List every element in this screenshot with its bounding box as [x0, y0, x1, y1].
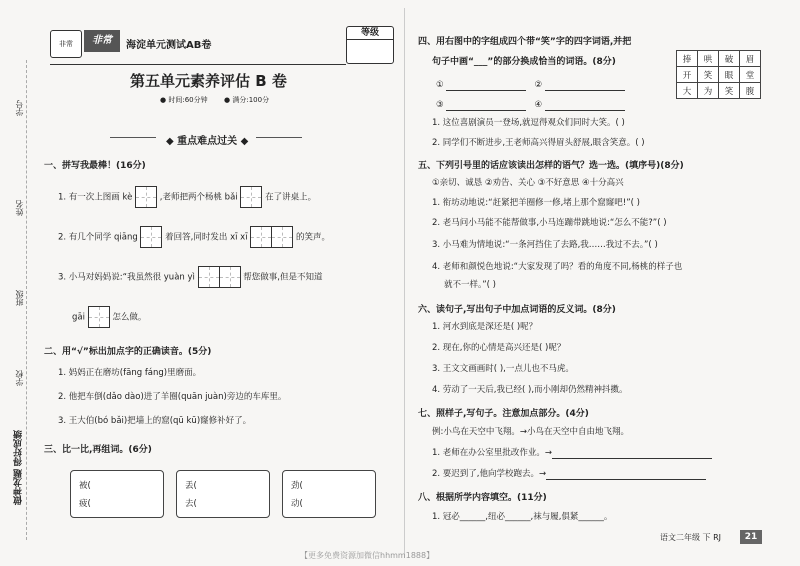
- answer-blank[interactable]: [446, 90, 526, 91]
- q4-title: 四、用右图中的字组成四个带“笑”字的四字词语,并把: [418, 37, 632, 47]
- q4-s1: 1. 这位喜剧演员一登场,就逗得观众们同时大笑。( ): [432, 118, 625, 128]
- grid-cell: 捧: [677, 51, 698, 67]
- logo: [50, 30, 82, 58]
- q1-line1: [58, 186, 316, 208]
- q1-l1b: ,老师把两个杨桃 bǎi: [159, 192, 238, 203]
- slogan: 做神龙题 得好成绩: [14, 430, 24, 506]
- compare-word: 劲(: [291, 481, 303, 491]
- q4-blank-row2: [436, 100, 625, 111]
- q1-line2: [58, 226, 330, 248]
- blank-num: ①: [436, 80, 444, 90]
- q5-options: ①亲切、诚恳 ②劝告、关心 ③不好意思 ④十分高兴: [432, 178, 624, 188]
- grade-box: [346, 26, 394, 64]
- pinyin-box[interactable]: [135, 186, 157, 208]
- series-title: 海淀单元测试AB卷: [126, 40, 212, 51]
- q8-line1: 1. 冠必______,纽必______,袜与履,俱紧______。: [432, 512, 613, 522]
- q7-line2: [432, 469, 706, 480]
- blank-num: ④: [534, 100, 543, 110]
- q1-l2c: 的笑声。: [295, 232, 330, 243]
- pinyin-box[interactable]: [250, 226, 272, 248]
- cut-line: [26, 60, 27, 540]
- answer-blank[interactable]: [446, 110, 526, 111]
- compare-word: 被(: [79, 481, 91, 491]
- q6-line3: 3. 王文文画画时( ),一点儿也不马虎。: [432, 364, 574, 374]
- q1-l3a: 3. 小马对妈妈说:“我虽然很 yuàn yì: [58, 272, 195, 283]
- page-title: 第五单元素养评估 B 卷: [130, 72, 287, 90]
- answer-line[interactable]: [552, 458, 712, 459]
- grid-cell: 堂: [740, 67, 761, 83]
- grid-cell: 开: [677, 67, 698, 83]
- compare-card: [282, 470, 376, 518]
- q4-s2: 2. 同学们不断进步,王老师高兴得眉头舒展,眼含笑意。( ): [432, 138, 645, 148]
- q5-title: 五、下列引号里的话应该读出怎样的语气？选一选。(填序号)(8分): [418, 161, 684, 171]
- grid-cell: 笑: [698, 67, 719, 83]
- grid-cell: 眼: [719, 67, 740, 83]
- q6-title: 六、读句子,写出句子中加点词语的反义词。(8分): [418, 305, 616, 315]
- grid-cell: 眉: [740, 51, 761, 67]
- q1-l4a: gāi: [72, 312, 85, 323]
- q7-line1: [432, 448, 712, 459]
- q1-l2b: 着回答,同时发出 xī xī: [165, 232, 248, 243]
- pinyin-box[interactable]: [271, 226, 293, 248]
- q5-line2: 2. 老马问小马能不能帮做事,小马连蹦带跳地说:“怎么不能?”( ): [432, 218, 667, 228]
- compare-card: [70, 470, 164, 518]
- q5-line3: 3. 小马难为情地说:“一条河挡住了去路,我……我过不去。”( ): [432, 240, 658, 250]
- logo-brand: 非常: [84, 30, 120, 52]
- pinyin-box[interactable]: [198, 266, 220, 288]
- q7-line1-text: 1. 老师在办公室里批改作业。→: [432, 448, 552, 458]
- logo-text: 非常: [59, 40, 73, 48]
- q6-line4: 4. 劳动了一天后,我已经( ),而小刚却仍然精神抖擞。: [432, 385, 628, 395]
- q6-line1: 1. 河水到底是深还是( )呢？: [432, 322, 538, 332]
- q5-line4: 4. 老师和颜悦色地说:“大家发现了吗？看的角度不同,杨桃的样子也: [432, 262, 683, 272]
- q7-line2-text: 2. 要迟到了,他向学校跑去。→: [432, 469, 547, 479]
- compare-word: 丢(: [185, 481, 197, 491]
- character-grid: [676, 50, 761, 99]
- school-label: 学校: [15, 370, 24, 386]
- pinyin-box[interactable]: [88, 306, 110, 328]
- q6-line2: 2. 现在,你的心情是高兴还是( )呢？: [432, 343, 566, 353]
- full-score-text: 满分:100分: [232, 96, 270, 104]
- compare-word: 去(: [185, 499, 197, 509]
- section-banner-text: 重点难点过关: [177, 136, 238, 147]
- compare-word: 疲(: [79, 499, 91, 509]
- grid-cell: 大: [677, 83, 698, 99]
- q5-line4b: 就不一样。”( ): [444, 280, 496, 290]
- q1-line3: [58, 266, 323, 288]
- q7-title: 七、照样子,写句子。注意加点部分。(4分): [418, 409, 589, 419]
- q1-title: 一、拼写我最棒！(16分): [44, 161, 146, 171]
- compare-word: 动(: [291, 499, 303, 509]
- answer-line[interactable]: [546, 479, 706, 480]
- student-id-label: 学号: [15, 100, 24, 116]
- class-label: 班级: [15, 290, 24, 306]
- grid-cell: 腹: [740, 83, 761, 99]
- grid-cell: 为: [698, 83, 719, 99]
- q7-example: 例:小鸟在天空中飞翔。→小鸟在天空中自由地飞翔。: [432, 427, 629, 437]
- header-rule: [50, 64, 346, 65]
- banner-rule-left: [110, 137, 156, 138]
- q4-title2: 句子中画“___”的部分换成恰当的词语。(8分): [432, 57, 616, 67]
- answer-blank[interactable]: [545, 110, 625, 111]
- q1-line4: [72, 306, 146, 328]
- grid-cell: 哄: [698, 51, 719, 67]
- pinyin-box[interactable]: [140, 226, 162, 248]
- section-banner: ◆ 重点难点过关 ◆: [166, 136, 249, 147]
- grid-cell: 笑: [719, 83, 740, 99]
- grade-box-label: 等级: [347, 27, 393, 40]
- full-score: ● 满分:100分: [224, 96, 270, 104]
- blank-num: ②: [534, 80, 543, 90]
- time-limit: ● 时间:60分钟: [160, 96, 208, 104]
- q1-l2a: 2. 有几个同学 qiāng: [58, 232, 138, 243]
- time-limit-text: 时间:60分钟: [168, 96, 208, 104]
- q2-line3: 3. 王大伯(bó bǎi)把墙上的窟(qū kū)窿修补好了。: [58, 416, 252, 426]
- pinyin-box[interactable]: [219, 266, 241, 288]
- banner-rule-right: [256, 137, 302, 138]
- q8-title: 八、根据所学内容填空。(11分): [418, 493, 547, 503]
- q2-line2: 2. 他把车倒(dǎo dào)进了羊圈(quān juàn)旁边的车库里。: [58, 392, 287, 402]
- q1-l3b: 帮您做事,但是不知道: [243, 272, 323, 283]
- q1-l4b: 怎么做。: [112, 312, 147, 323]
- q3-title: 三、比一比,再组词。(6分): [44, 445, 152, 455]
- q2-title: 二、用“√”标出加点字的正确读音。(5分): [44, 347, 212, 357]
- q4-blank-row1: [436, 80, 625, 91]
- watermark: 【更多免费资源加微信hhmm1888】: [300, 551, 435, 560]
- q5-line1: 1. 衔坊动地说:“赶紧把羊圈修一修,堵上那个窟窿吧!”( ): [432, 198, 640, 208]
- grid-cell: 破: [719, 51, 740, 67]
- footer-subject: 语文二年级 下 RJ: [660, 533, 722, 542]
- student-name-label: 姓名: [15, 200, 24, 216]
- q1-l1c: 在了讲桌上。: [265, 192, 317, 203]
- q1-l1a: 1. 有一次上图画 kè: [58, 192, 133, 203]
- q2-line1: 1. 妈妈正在磨坊(fāng fáng)里磨面。: [58, 368, 202, 378]
- compare-card: [176, 470, 270, 518]
- page-divider: [404, 8, 405, 558]
- blank-num: ③: [436, 100, 444, 110]
- answer-blank[interactable]: [545, 90, 625, 91]
- page-number: 21: [740, 530, 762, 544]
- pinyin-box[interactable]: [240, 186, 262, 208]
